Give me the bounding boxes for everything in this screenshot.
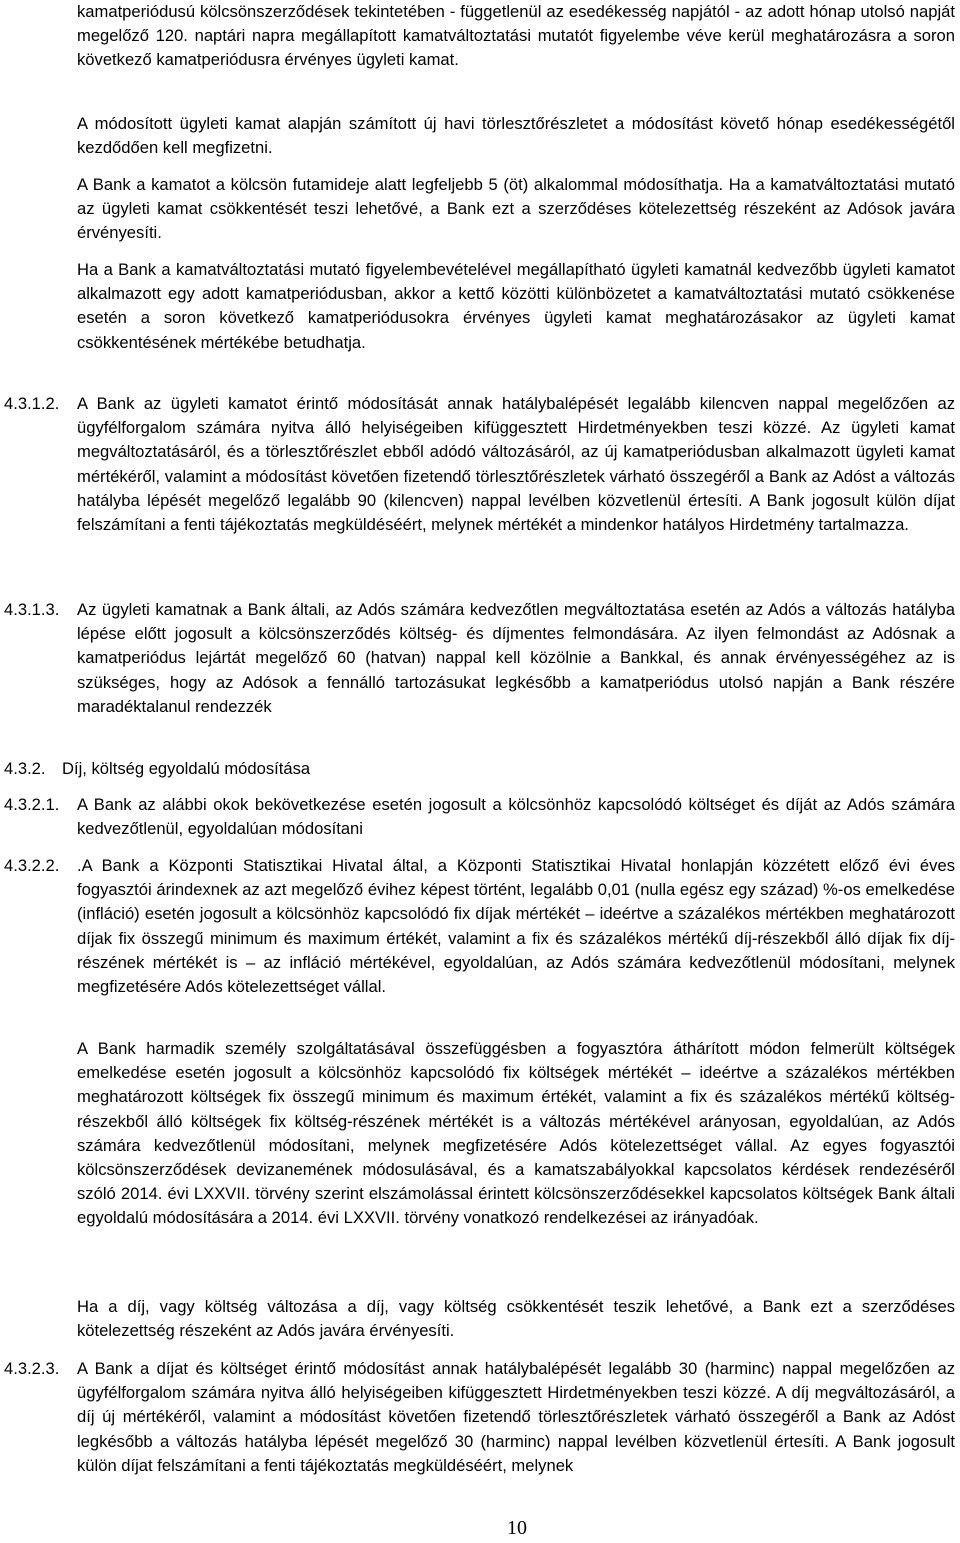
section-number-4-3-2-1: 4.3.2.1.	[4, 795, 60, 814]
section-number-4-3-1-2: 4.3.1.2.	[4, 394, 60, 413]
section-heading-4-3-2: Díj, költség egyoldalú módosítása	[62, 759, 311, 778]
paragraph-third-party-costs: A Bank harmadik személy szolgáltatásával összefüggésben a fogyasztóra áthárított módon felmerült költségek emelkedése esetén jogosult a kölcsönhöz kapcsolódó fix költségek mértékét – ideértve a százalékos mértékben meghatározott költségek fix összegű minimum és maximum értékét, valamint a fix és százalékos mértékű költség-részekből álló költségek fix költség-részének mértékét is a változás mértékével arányosan, egyoldalúan, az Adós számára kedvezőtlenül módosítani, melynek megfizetésére Adós kötelezettséget vállal. Az egyes fogyasztói kölcsönszerződések devizanemének módosulásával, és a kamatszabályokkal kapcsolatos kérdések rendezéséről szóló 2014. évi LXXVII. törvény szerint elszámolással érintett kölcsönszerződésekkel kapcsolatos költségek Bank általi egyoldalú módosítására a 2014. évi LXXVII. törvény vonatkozó rendelkezései az irányadóak.	[77, 1039, 955, 1228]
section-number-4-3-2: 4.3.2.	[4, 759, 46, 778]
section-4-3-2-3: A Bank a díjat és költséget érintő módosítást annak hatálybalépését legalább 30 (harminc) nappal megelőzően az ügyfélforgalom számára nyitva álló helyiségeiben kifüggesztett Hirdetményekben teszi közzé. A díj megváltozásáról, a díj új mértékéről, valamint a módosítást követően fizetendő törlesztőrészletek várható összegéről a Bank az Adóst legkésőbb a változás hatályba lépését megelőző 30 (harminc) nappal levélben közvetlenül értesíti. A Bank jogosult külön díjat felszámítani a fenti tájékoztatás megküldéséért, melynek	[77, 1359, 955, 1475]
paragraph-fee-decrease: Ha a díj, vagy költség változása a díj, vagy költség csökkentését teszik lehetővé, a Bank ezt a szerződéses kötelezettség részeként az Adós javára érvényesíti.	[77, 1297, 955, 1341]
section-number-4-3-2-2: 4.3.2.2.	[4, 856, 60, 875]
paragraph-difference: Ha a Bank a kamatváltoztatási mutató figyelembevételével megállapítható ügyleti kamatnál kedvezőbb ügyleti kamatot alkalmazott egy adott kamatperiódusban, akkor a kettő közötti különbözetet a kamatváltoztatási mutató csökkenése esetén a soron következő kamatperiódusokra érvényes ügyleti kamat meghatározásakor az ügyleti kamat csökkentésének mértékébe betudhatja.	[77, 260, 955, 352]
section-4-3-1-3: Az ügyleti kamatnak a Bank általi, az Adós számára kedvezőtlen megváltoztatása esetén az Adós a változás hatályba lépése előtt jogosult a kölcsönszerződés költség- és díjmentes felmondására. Az ilyen felmondást az Adósnak a kamatperiódus lejártát megelőző 60 (hatvan) nappal kell közölnie a Bankkal, és annak érvényességéhez az is szükséges, hogy az Adósok a fennálló tartozásukat legkésőbb a kamatperiódus utolsó napján a Bank részére maradéktalanul rendezzék	[77, 600, 955, 716]
paragraph-continuation: kamatperiódusú kölcsönszerződések tekintetében - függetlenül az esedékesség napjától - az adott hónap utolsó napját megelőző 120. naptári napra megállapított kamatváltoztatási mutatót figyelembe véve kerül meghatározásra a soron következő kamatperiódusra érvényes ügyleti kamat.	[77, 2, 955, 70]
section-4-3-2-2: .A Bank a Központi Statisztikai Hivatal által, a Központi Statisztikai Hivatal honlapján közzétett előző évi éves fogyasztói árindexnek az azt megelőző évihez képest történt, legalább 0,01 (nulla egész egy század) %-os emelkedése (infláció) esetén jogosult a kölcsönhöz kapcsolódó fix díjak mértékét – ideértve a százalékos mértékben meghatározott díjak fix összegű minimum és maximum értékét, valamint a fix és százalékos mértékű díj-részekből álló díjak fix díj-részének mértékét is – az infláció mértékével, egyoldalúan, az Adós számára kedvezőtlenül módosítani, melynek megfizetésére Adós kötelezettséget vállal.	[77, 856, 955, 997]
paragraph-modification-limit: A Bank a kamatot a kölcsön futamideje alatt legfeljebb 5 (öt) alkalommal módosíthatja. Ha a kamatváltoztatási mutató az ügyleti kamat csökkentését teszi lehetővé, a Bank ezt a szerződéses kötelezettség részeként az Adósok javára érvényesíti.	[77, 175, 955, 243]
page-number: 10	[507, 1517, 527, 1539]
section-4-3-1-2: A Bank az ügyleti kamatot érintő módosítását annak hatálybalépését legalább kilencven nappal megelőzően az ügyfélforgalom számára nyitva álló helyiségeiben kifüggesztett Hirdetményekben teszi közzé. Az ügyleti kamat megváltoztatásáról, és a törlesztőrészlet ebből adódó változásáról, az új kamatperiódusban alkalmazott ügyleti kamat mértékéről, valamint a módosítást követően fizetendő törlesztőrészletek várható összegéről a Bank az Adóst a változás hatályba lépését megelőző legalább 90 (kilencven) nappal levélben közvetlenül értesíti. A Bank jogosult külön díjat felszámítani a fenti tájékoztatás megküldéséért, melynek mértékét a mindenkor hatályos Hirdetmény tartalmazza.	[77, 394, 955, 535]
paragraph-installment: A módosított ügyleti kamat alapján számított új havi törlesztőrészletet a módosítást követő hónap esedékességétől kezdődően kell megfizetni.	[77, 114, 955, 158]
section-number-4-3-1-3: 4.3.1.3.	[4, 600, 60, 619]
section-4-3-2-1: A Bank az alábbi okok bekövetkezése esetén jogosult a kölcsönhöz kapcsolódó költséget és díját az Adós számára kedvezőtlenül, egyoldalúan módosítani	[77, 795, 955, 839]
section-number-4-3-2-3: 4.3.2.3.	[4, 1359, 60, 1378]
